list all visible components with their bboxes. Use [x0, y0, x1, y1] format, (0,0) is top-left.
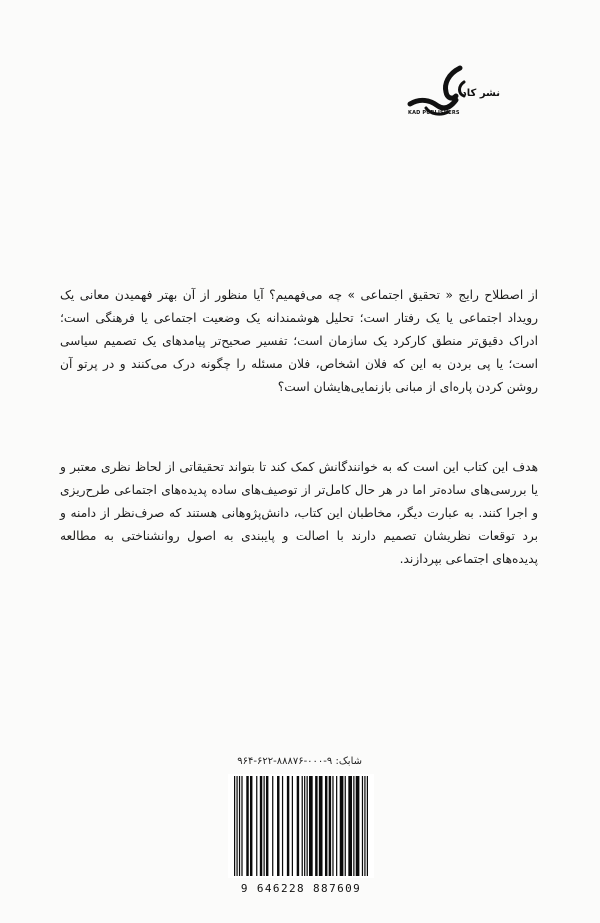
barcode-bar — [367, 776, 368, 876]
barcode-bar — [239, 776, 240, 876]
barcode-bar — [325, 776, 327, 876]
isbn-label: شابک: ۹-۰۰۰-۸۸۸۷۶-۶۲۲-۹۶۴ — [237, 756, 362, 767]
barcode-digits: 9 646228 887609 — [240, 882, 362, 895]
blurb-paragraph-1: از اصطلاح رایج « تحقیق اجتماعی » چه می‌فهمیم؟ آیا منظور از آن بهتر فهمیدن معانی یک رویداد اجتماعی یا یک رفتار است؛ تحلیل هوشمندانه یک وضعیت اجتماعی یا فرهنگی است؛ ادراک دقیق‌تر منطق کارکرد یک سازمان است؛ تفسیر صحیح‌تر پیامدهای یک تصمیم سیاسی است؛ یا پی بردن به این که فلان اشخاص، فلان مسئله را چگونه درک می‌کنند و در پرتو آن روشن کردن پاره‌ای از مبانی بازنمایی‌هایشان است؟ — [60, 288, 538, 395]
publisher-name-fa: نشر کاد — [461, 88, 500, 99]
barcode-bar — [246, 776, 248, 876]
barcode-bar — [292, 776, 293, 876]
barcode-bar — [307, 776, 308, 876]
barcode-bar — [272, 776, 273, 876]
barcode-bars — [228, 774, 374, 878]
barcode-bar — [345, 776, 346, 876]
barcode-bar — [356, 776, 360, 876]
blurb-paragraph-2: هدف این کتاب این است که به خوانندگانش کمک کند تا بتواند تحقیقاتی از لحاظ نظری معتبر و یا بررسی‌های ساده‌تر اما در هر حال کامل‌تر از توصیف‌های ساده پدیده‌های اجتماعی طرح‌ریزی و اجرا کنند. به عبارت دیگر، مخاطبان این کتاب، دانش‌پژوهانی هستند که صرف‌نظر از دامنه و برد توقعات نظریشان تصمیم دارند با اصالت و پایبندی به اصول روانشناختی به مطالعه پدیده‌های اجتماعی بپردازند. — [60, 460, 538, 567]
barcode-bar — [332, 776, 333, 876]
isbn-barcode — [228, 774, 374, 878]
barcode-bar — [260, 776, 262, 876]
barcode-bar — [277, 776, 279, 876]
publisher-logo — [400, 60, 500, 135]
barcode-bar — [362, 776, 363, 876]
barcode-bar — [264, 776, 265, 876]
barcode-bar — [297, 776, 299, 876]
barcode-bar — [353, 776, 354, 876]
barcode-bar — [348, 776, 352, 876]
barcode-bar — [336, 776, 337, 876]
barcode-bar — [282, 776, 283, 876]
barcode-bar — [309, 776, 313, 876]
barcode-bar — [340, 776, 344, 876]
barcode-bar — [287, 776, 289, 876]
barcode-bar — [236, 776, 237, 876]
publisher-name-en: KAD PUBLISHERS — [408, 110, 460, 116]
barcode-bar — [302, 776, 303, 876]
barcode-bar — [319, 776, 323, 876]
barcode-bar — [304, 776, 305, 876]
barcode-bar — [250, 776, 252, 876]
barcode-bar — [256, 776, 257, 876]
barcode-bar — [241, 776, 242, 876]
barcode-bar — [266, 776, 268, 876]
barcode-bar — [329, 776, 331, 876]
barcode-bar — [234, 776, 235, 876]
barcode-bar — [364, 776, 365, 876]
barcode-bar — [315, 776, 317, 876]
